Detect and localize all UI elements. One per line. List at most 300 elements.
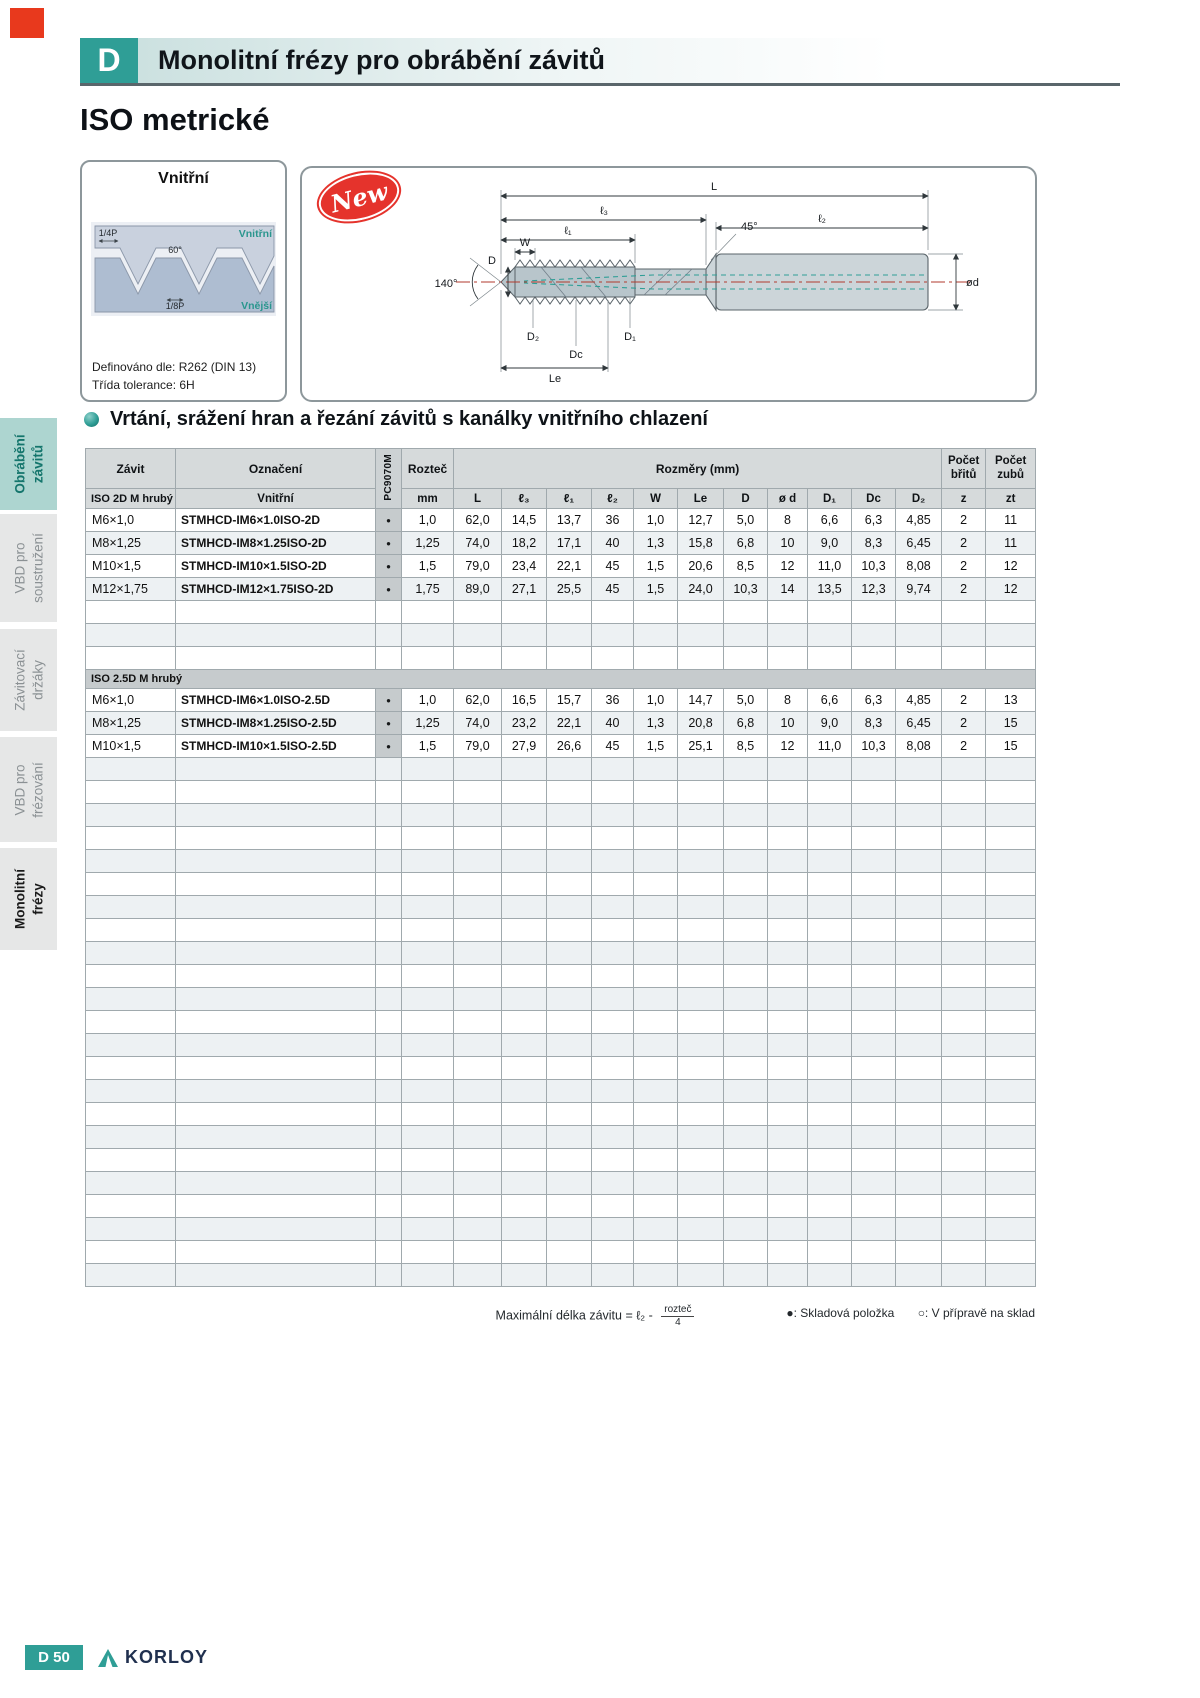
empty-cell: [592, 1011, 634, 1034]
cell-zavit: M6×1,0: [86, 689, 176, 712]
sidebar-tab-vbd-pro-frezovani: [0, 737, 57, 842]
empty-cell: [896, 873, 942, 896]
profile-title: Vnitřní: [158, 170, 209, 187]
empty-cell: [678, 758, 724, 781]
empty-cell: [376, 1241, 402, 1264]
empty-cell: [634, 1011, 678, 1034]
sidebar-tab-label: Obrábění závitů: [11, 434, 45, 494]
empty-cell: [454, 873, 502, 896]
empty-cell: [454, 1011, 502, 1034]
cell-value: 1,0: [634, 689, 678, 712]
empty-row: [86, 942, 1036, 965]
empty-cell: [808, 988, 852, 1011]
empty-cell: [724, 942, 768, 965]
empty-cell: [402, 758, 454, 781]
empty-cell: [592, 1264, 634, 1287]
sidebar-tab-label: Závitovací držáky: [11, 649, 45, 711]
empty-cell: [402, 1218, 454, 1241]
empty-cell: [376, 624, 402, 647]
empty-cell: [768, 1241, 808, 1264]
sidebar-tab-label: VBD pro frézování: [11, 761, 45, 818]
empty-cell: [986, 942, 1036, 965]
empty-cell: [724, 896, 768, 919]
cell-value: 5,0: [724, 509, 768, 532]
empty-cell: [896, 647, 942, 670]
empty-cell: [808, 624, 852, 647]
empty-cell: [547, 1080, 592, 1103]
empty-cell: [502, 1080, 547, 1103]
empty-cell: [768, 850, 808, 873]
empty-cell: [942, 601, 986, 624]
sidebar-tab-vbd-pro-soustruzeni: [0, 514, 57, 622]
empty-cell: [678, 942, 724, 965]
empty-row: [86, 1034, 1036, 1057]
empty-row: [86, 781, 1036, 804]
empty-cell: [176, 1149, 376, 1172]
dim-D-label: D: [488, 255, 496, 267]
empty-cell: [176, 1126, 376, 1149]
cell-value: 20,6: [678, 555, 724, 578]
empty-cell: [724, 1034, 768, 1057]
empty-cell: [768, 1149, 808, 1172]
cell-value: 14,7: [678, 689, 724, 712]
empty-cell: [592, 1195, 634, 1218]
cell-value: 6,8: [724, 712, 768, 735]
cell-value: 36: [592, 509, 634, 532]
cell-value: 8,08: [896, 735, 942, 758]
empty-cell: [724, 758, 768, 781]
cell-designation: STMHCD-IM12×1.75ISO-2D: [176, 578, 376, 601]
empty-cell: [678, 988, 724, 1011]
empty-cell: [634, 1103, 678, 1126]
empty-cell: [768, 647, 808, 670]
empty-cell: [942, 1011, 986, 1034]
empty-cell: [454, 1218, 502, 1241]
empty-cell: [808, 758, 852, 781]
profile-eighth-pitch-label: 1/8P: [165, 301, 185, 311]
empty-cell: [724, 1172, 768, 1195]
empty-cell: [502, 1195, 547, 1218]
empty-cell: [454, 1195, 502, 1218]
profile-inner-label: Vnitřní: [238, 228, 272, 240]
cell-value: 2: [942, 735, 986, 758]
empty-cell: [896, 1126, 942, 1149]
cell-value: 11,0: [808, 555, 852, 578]
empty-cell: [896, 919, 942, 942]
empty-cell: [86, 601, 176, 624]
empty-cell: [454, 1103, 502, 1126]
cell-value: 45: [592, 578, 634, 601]
cell-value: 8,3: [852, 712, 896, 735]
empty-cell: [808, 850, 852, 873]
tool-drawing-box: [300, 166, 1037, 402]
empty-cell: [634, 1172, 678, 1195]
cell-value: 12: [768, 555, 808, 578]
empty-cell: [376, 1057, 402, 1080]
empty-cell: [402, 1264, 454, 1287]
empty-cell: [986, 1126, 1036, 1149]
cell-designation: STMHCD-IM10×1.5ISO-2D: [176, 555, 376, 578]
cell-value: 8,5: [724, 735, 768, 758]
cell-value: 11: [986, 509, 1036, 532]
empty-cell: [986, 896, 1036, 919]
cell-value: 1,5: [634, 555, 678, 578]
empty-cell: [768, 942, 808, 965]
empty-cell: [724, 1241, 768, 1264]
empty-cell: [547, 1195, 592, 1218]
empty-cell: [724, 781, 768, 804]
empty-cell: [176, 1011, 376, 1034]
empty-cell: [547, 1264, 592, 1287]
empty-cell: [634, 850, 678, 873]
empty-row: [86, 1011, 1036, 1034]
empty-cell: [852, 1149, 896, 1172]
empty-cell: [592, 988, 634, 1011]
empty-cell: [808, 1149, 852, 1172]
table-row: [86, 532, 1036, 555]
empty-cell: [808, 1172, 852, 1195]
empty-cell: [502, 1034, 547, 1057]
empty-cell: [986, 1011, 1036, 1034]
empty-cell: [768, 965, 808, 988]
empty-cell: [454, 1241, 502, 1264]
cell-value: 9,0: [808, 532, 852, 555]
formula-fraction: [661, 1304, 694, 1328]
empty-cell: [592, 942, 634, 965]
empty-cell: [402, 919, 454, 942]
empty-cell: [86, 896, 176, 919]
empty-cell: [896, 601, 942, 624]
empty-cell: [852, 1034, 896, 1057]
dim-D1-label: D₁: [624, 331, 636, 343]
empty-cell: [454, 1264, 502, 1287]
empty-cell: [502, 1172, 547, 1195]
empty-cell: [176, 850, 376, 873]
empty-cell: [634, 1126, 678, 1149]
empty-cell: [502, 758, 547, 781]
empty-cell: [454, 896, 502, 919]
cell-designation: STMHCD-IM8×1.25ISO-2.5D: [176, 712, 376, 735]
subheader-dim: ℓ₁: [547, 489, 592, 509]
empty-cell: [547, 1149, 592, 1172]
empty-cell: [678, 601, 724, 624]
empty-cell: [547, 1103, 592, 1126]
col-header-rozmery: Rozměry (mm): [454, 449, 942, 489]
empty-cell: [592, 1218, 634, 1241]
empty-cell: [808, 1057, 852, 1080]
empty-row: [86, 1218, 1036, 1241]
cell-value: 2: [942, 555, 986, 578]
empty-cell: [402, 850, 454, 873]
empty-cell: [634, 965, 678, 988]
empty-cell: [678, 624, 724, 647]
empty-cell: [376, 1172, 402, 1195]
empty-cell: [852, 624, 896, 647]
empty-cell: [896, 804, 942, 827]
empty-row: [86, 850, 1036, 873]
cell-zavit: M10×1,5: [86, 735, 176, 758]
empty-cell: [896, 1172, 942, 1195]
cell-value: 8,08: [896, 555, 942, 578]
empty-cell: [376, 1195, 402, 1218]
empty-cell: [678, 1057, 724, 1080]
empty-row: [86, 647, 1036, 670]
empty-cell: [176, 1103, 376, 1126]
empty-cell: [86, 988, 176, 1011]
cell-value: 1,5: [634, 735, 678, 758]
cell-stock-mark: ●: [376, 532, 402, 555]
empty-cell: [176, 1264, 376, 1287]
profile-outer-label: Vnější: [241, 300, 272, 312]
empty-cell: [768, 1264, 808, 1287]
empty-cell: [547, 827, 592, 850]
empty-cell: [376, 827, 402, 850]
empty-cell: [376, 647, 402, 670]
empty-cell: [808, 1011, 852, 1034]
cell-value: 2: [942, 578, 986, 601]
empty-cell: [502, 781, 547, 804]
cell-value: 26,6: [547, 735, 592, 758]
empty-cell: [86, 1218, 176, 1241]
empty-cell: [942, 804, 986, 827]
cell-value: 24,0: [678, 578, 724, 601]
empty-row: [86, 1195, 1036, 1218]
cell-value: 12: [768, 735, 808, 758]
empty-cell: [768, 1172, 808, 1195]
empty-cell: [547, 1218, 592, 1241]
section-heading: [84, 408, 708, 431]
cell-value: 10,3: [852, 555, 896, 578]
cell-value: 25,5: [547, 578, 592, 601]
empty-row: [86, 965, 1036, 988]
chapter-header: [80, 38, 1120, 86]
cell-stock-mark: ●: [376, 712, 402, 735]
empty-cell: [376, 781, 402, 804]
empty-cell: [176, 601, 376, 624]
empty-cell: [986, 647, 1036, 670]
empty-cell: [592, 873, 634, 896]
cell-designation: STMHCD-IM8×1.25ISO-2D: [176, 532, 376, 555]
empty-cell: [86, 1126, 176, 1149]
empty-cell: [547, 1241, 592, 1264]
cell-stock-mark: ●: [376, 555, 402, 578]
empty-cell: [402, 965, 454, 988]
empty-cell: [724, 1218, 768, 1241]
dim-l1-label: ℓ₁: [564, 225, 572, 237]
empty-cell: [986, 1034, 1036, 1057]
empty-cell: [852, 988, 896, 1011]
cell-value: 15,8: [678, 532, 724, 555]
empty-cell: [592, 896, 634, 919]
empty-cell: [852, 1057, 896, 1080]
cell-value: 1,0: [634, 509, 678, 532]
empty-cell: [986, 850, 1036, 873]
brand-name: KORLOY: [125, 1647, 209, 1667]
cell-value: 40: [592, 712, 634, 735]
empty-cell: [176, 919, 376, 942]
empty-cell: [986, 1103, 1036, 1126]
subheader-dim: ℓ₂: [592, 489, 634, 509]
empty-cell: [942, 873, 986, 896]
cell-value: 10: [768, 712, 808, 735]
cell-value: 40: [592, 532, 634, 555]
empty-cell: [592, 965, 634, 988]
empty-row: [86, 1241, 1036, 1264]
cell-value: 12,3: [852, 578, 896, 601]
empty-cell: [986, 601, 1036, 624]
empty-row: [86, 873, 1036, 896]
korloy-logo-icon: [97, 1648, 119, 1668]
cell-value: 15: [986, 735, 1036, 758]
section-bullet-icon: [84, 412, 99, 427]
subheader-group: ISO 2D M hrubý: [86, 489, 176, 509]
empty-cell: [634, 647, 678, 670]
empty-cell: [402, 601, 454, 624]
tool-dimension-drawing: [308, 170, 1033, 398]
empty-cell: [678, 1103, 724, 1126]
cell-value: 1,0: [402, 689, 454, 712]
empty-cell: [547, 873, 592, 896]
empty-cell: [176, 827, 376, 850]
empty-cell: [634, 1264, 678, 1287]
empty-cell: [592, 601, 634, 624]
cell-value: 62,0: [454, 509, 502, 532]
empty-cell: [547, 850, 592, 873]
subheader-dim: Dc: [852, 489, 896, 509]
empty-cell: [86, 781, 176, 804]
dim-od-label: ød: [966, 277, 979, 289]
empty-cell: [376, 1218, 402, 1241]
empty-row: [86, 1057, 1036, 1080]
empty-cell: [986, 1195, 1036, 1218]
cell-zavit: M8×1,25: [86, 712, 176, 735]
empty-cell: [634, 988, 678, 1011]
empty-cell: [896, 850, 942, 873]
empty-cell: [86, 1057, 176, 1080]
cell-value: 8,5: [724, 555, 768, 578]
empty-cell: [402, 1126, 454, 1149]
empty-cell: [896, 827, 942, 850]
dim-140deg-label: 140°: [434, 278, 458, 290]
cell-value: 74,0: [454, 532, 502, 555]
cell-value: 14: [768, 578, 808, 601]
cell-value: 11: [986, 532, 1036, 555]
cell-value: 12: [986, 578, 1036, 601]
empty-cell: [634, 942, 678, 965]
subheader-dim: D₁: [808, 489, 852, 509]
empty-cell: [86, 758, 176, 781]
empty-cell: [808, 896, 852, 919]
tool-geometry: [456, 254, 972, 310]
section-band: [86, 670, 1036, 689]
empty-cell: [376, 988, 402, 1011]
empty-cell: [86, 919, 176, 942]
sidebar-tab-monolitni-frezy: [0, 848, 57, 950]
table-row: [86, 555, 1036, 578]
empty-cell: [176, 1195, 376, 1218]
cell-value: 89,0: [454, 578, 502, 601]
empty-cell: [724, 873, 768, 896]
empty-cell: [986, 1057, 1036, 1080]
subheader-inner: Vnitřní: [176, 489, 376, 509]
empty-cell: [768, 873, 808, 896]
empty-cell: [86, 804, 176, 827]
cell-value: 2: [942, 532, 986, 555]
table-row: [86, 509, 1036, 532]
subheader-dim: ℓ₃: [502, 489, 547, 509]
empty-cell: [768, 988, 808, 1011]
col-header-grade: [376, 449, 402, 509]
cell-value: 16,5: [502, 689, 547, 712]
empty-cell: [808, 919, 852, 942]
empty-cell: [402, 1080, 454, 1103]
empty-cell: [376, 1034, 402, 1057]
empty-cell: [86, 827, 176, 850]
empty-cell: [86, 1172, 176, 1195]
cell-value: 1,5: [402, 735, 454, 758]
empty-cell: [808, 804, 852, 827]
cell-value: 1,25: [402, 712, 454, 735]
empty-cell: [896, 965, 942, 988]
empty-cell: [724, 804, 768, 827]
legend-stock-item: ●: Skladová položka: [786, 1306, 895, 1320]
empty-cell: [592, 1172, 634, 1195]
empty-row: [86, 624, 1036, 647]
empty-cell: [402, 1103, 454, 1126]
chapter-title: Monolitní frézy pro obrábění závitů: [158, 45, 606, 75]
empty-cell: [808, 1103, 852, 1126]
empty-cell: [502, 1057, 547, 1080]
empty-cell: [724, 1057, 768, 1080]
empty-cell: [402, 804, 454, 827]
empty-cell: [502, 1149, 547, 1172]
empty-cell: [986, 1172, 1036, 1195]
empty-cell: [592, 647, 634, 670]
empty-cell: [454, 647, 502, 670]
legend-in-preparation: ○: V přípravě na sklad: [917, 1306, 1035, 1320]
empty-cell: [502, 1241, 547, 1264]
empty-cell: [896, 1195, 942, 1218]
formula-text: Maximální délka závitu = ℓ₂ -: [495, 1308, 653, 1323]
cell-value: 9,0: [808, 712, 852, 735]
empty-cell: [502, 896, 547, 919]
empty-cell: [592, 624, 634, 647]
cell-value: 23,4: [502, 555, 547, 578]
empty-cell: [454, 919, 502, 942]
cell-value: 5,0: [724, 689, 768, 712]
cell-value: 1,3: [634, 712, 678, 735]
cell-value: 4,85: [896, 689, 942, 712]
empty-cell: [896, 624, 942, 647]
empty-cell: [86, 850, 176, 873]
table-row: [86, 712, 1036, 735]
empty-cell: [768, 827, 808, 850]
empty-cell: [634, 1057, 678, 1080]
subheader-dim: z: [942, 489, 986, 509]
empty-cell: [724, 965, 768, 988]
empty-cell: [454, 1149, 502, 1172]
subheader-dim: Le: [678, 489, 724, 509]
cell-value: 1,0: [402, 509, 454, 532]
empty-cell: [986, 1218, 1036, 1241]
empty-cell: [986, 827, 1036, 850]
empty-cell: [592, 1080, 634, 1103]
empty-row: [86, 601, 1036, 624]
tolerance-note: Třída tolerance: 6H: [92, 378, 195, 392]
empty-row: [86, 1172, 1036, 1195]
empty-cell: [176, 1172, 376, 1195]
empty-cell: [986, 1241, 1036, 1264]
